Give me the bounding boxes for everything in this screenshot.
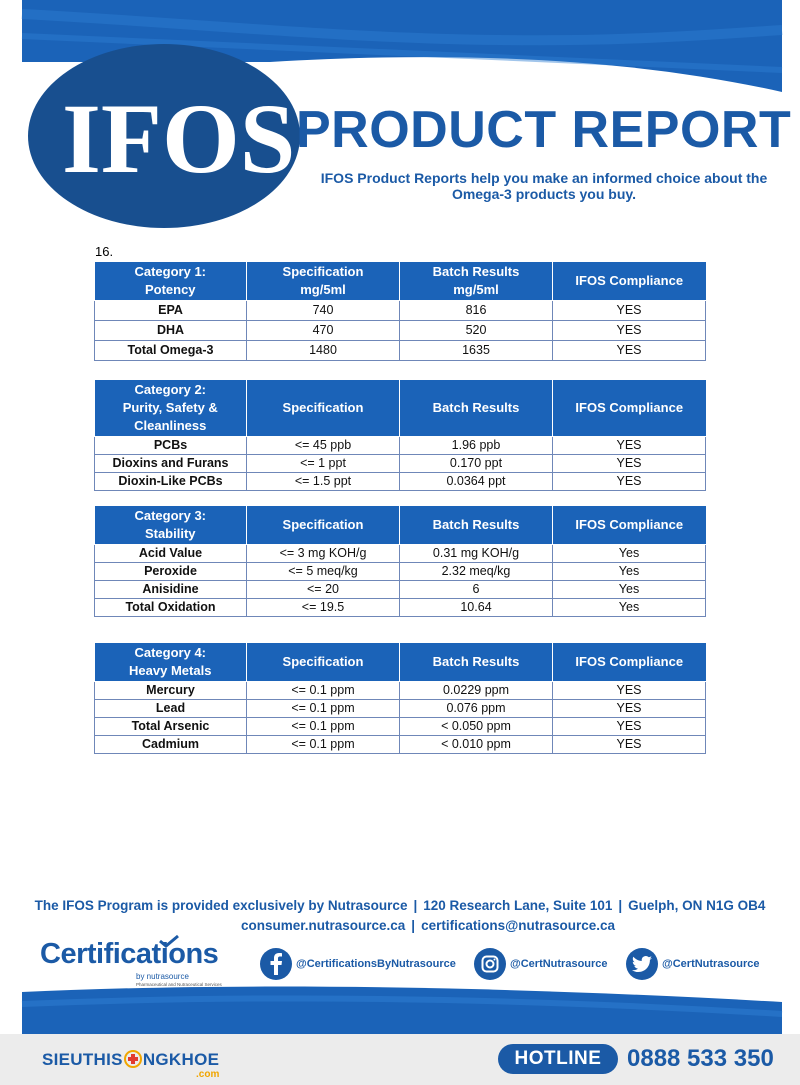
compliance-cell: Yes <box>553 580 706 598</box>
compliance-cell: Yes <box>553 562 706 580</box>
specification-cell: <= 20 <box>247 580 400 598</box>
specification-cell: 470 <box>247 320 400 340</box>
batch-result-cell: 6 <box>400 580 553 598</box>
certifications-logo <box>40 938 222 987</box>
specification-cell: <= 5 meq/kg <box>247 562 400 580</box>
batch-result-cell: 1.96 ppb <box>400 436 553 454</box>
tagline: IFOS Product Reports help you make an informed choice about the Omega-3 products you buy. <box>320 170 768 202</box>
cell-text: Batch Results <box>432 653 520 669</box>
cell-text: IFOS Compliance <box>575 272 684 288</box>
col-header-category <box>95 380 247 436</box>
checkmark-icon <box>158 934 180 948</box>
instagram-handle: @CertNutrasource <box>510 958 608 970</box>
row-label: EPA <box>95 300 247 320</box>
twitter-handle: @CertNutrasource <box>662 958 760 970</box>
page-title: PRODUCT REPORT <box>296 101 792 159</box>
table-row <box>95 544 706 562</box>
specification-cell: <= 3 mg KOH/g <box>247 544 400 562</box>
category-2-table <box>94 380 706 491</box>
footer-contact-line <box>0 918 800 933</box>
compliance-cell: YES <box>553 681 706 699</box>
col-header-specification <box>247 643 400 681</box>
batch-result-cell: 2.32 meq/kg <box>400 562 553 580</box>
specification-cell: <= 19.5 <box>247 598 400 616</box>
compliance-cell: YES <box>553 735 706 753</box>
row-label: PCBs <box>95 436 247 454</box>
website-link[interactable]: consumer.nutrasource.ca <box>240 918 406 933</box>
specification-cell: <= 0.1 ppm <box>247 717 400 735</box>
cell-text: Category 4: Heavy Metals <box>129 644 212 678</box>
table-row <box>95 717 706 735</box>
instagram-icon <box>474 948 506 980</box>
row-label: Peroxide <box>95 562 247 580</box>
col-header-specification <box>247 506 400 544</box>
ifos-logo-lettering: IFOS <box>62 83 296 194</box>
compliance-cell: YES <box>553 454 706 472</box>
row-label: Anisidine <box>95 580 247 598</box>
table-row <box>95 598 706 616</box>
compliance-cell: Yes <box>553 544 706 562</box>
cell-text: Specification <box>282 516 364 532</box>
compliance-cell: YES <box>553 320 706 340</box>
specification-cell: 740 <box>247 300 400 320</box>
cell-text: IFOS Compliance <box>575 653 684 669</box>
city-text: Guelph, ON N1G OB4 <box>628 898 766 913</box>
cell-text: IFOS Compliance <box>575 399 684 415</box>
email-link[interactable]: certifications@nutrasource.ca <box>421 918 616 933</box>
cell-text: Specification <box>282 399 364 415</box>
cert-sub-text: Pharmaceutical and Nutraceutical Services <box>136 982 222 987</box>
table-row <box>95 320 706 340</box>
cell-text: Batch Results <box>432 399 520 415</box>
batch-result-cell: 0.31 mg KOH/g <box>400 544 553 562</box>
col-header-compliance <box>553 380 706 436</box>
cert-brand-text: Certifications <box>40 938 219 970</box>
table-header-row <box>95 643 706 681</box>
specification-cell: <= 0.1 ppm <box>247 681 400 699</box>
ifos-logo <box>22 40 302 230</box>
specification-cell: <= 0.1 ppm <box>247 735 400 753</box>
row-label: DHA <box>95 320 247 340</box>
batch-result-cell: 0.170 ppt <box>400 454 553 472</box>
specification-cell: <= 1.5 ppt <box>247 472 400 490</box>
compliance-cell: YES <box>553 717 706 735</box>
col-header-batch-results <box>400 262 553 300</box>
separator: | <box>411 918 416 933</box>
cell-text: Specification <box>282 653 364 669</box>
twitter-link[interactable] <box>626 948 760 980</box>
table-row <box>95 454 706 472</box>
col-header-compliance <box>553 262 706 300</box>
batch-result-cell: 10.64 <box>400 598 553 616</box>
col-header-batch-results <box>400 506 553 544</box>
table-row <box>95 340 706 360</box>
col-header-specification <box>247 262 400 300</box>
specification-cell: <= 1 ppt <box>247 454 400 472</box>
instagram-link[interactable] <box>474 948 608 980</box>
col-header-category <box>95 643 247 681</box>
compliance-cell: YES <box>553 472 706 490</box>
separator: | <box>618 898 623 913</box>
table-row <box>95 562 706 580</box>
cell-text: Specification mg/5ml <box>282 263 364 297</box>
col-header-compliance <box>553 643 706 681</box>
batch-result-cell: < 0.050 ppm <box>400 717 553 735</box>
shop-name-suffix: NGKHOE <box>142 1050 220 1069</box>
facebook-handle: @CertificationsByNutrasource <box>296 958 456 970</box>
col-header-batch-results <box>400 643 553 681</box>
shop-logo[interactable] <box>42 1050 219 1070</box>
cell-text: IFOS Compliance <box>575 516 684 532</box>
cert-by-text: by nutrasource <box>136 972 189 981</box>
facebook-link[interactable] <box>260 948 456 980</box>
compliance-cell: YES <box>553 300 706 320</box>
batch-result-cell: 1635 <box>400 340 553 360</box>
table-row <box>95 436 706 454</box>
address-text: 120 Research Lane, Suite 101 <box>423 898 613 913</box>
row-label: Total Oxidation <box>95 598 247 616</box>
table-header-row <box>95 380 706 436</box>
col-header-batch-results <box>400 380 553 436</box>
category-1-table <box>94 262 706 361</box>
compliance-cell: YES <box>553 436 706 454</box>
hotline-badge[interactable]: HOTLINE <box>498 1044 618 1074</box>
batch-result-cell: 0.0364 ppt <box>400 472 553 490</box>
batch-result-cell: 816 <box>400 300 553 320</box>
col-header-category <box>95 262 247 300</box>
row-label: Cadmium <box>95 735 247 753</box>
category-3-table <box>94 506 706 617</box>
table-header-row <box>95 506 706 544</box>
table-row <box>95 580 706 598</box>
batch-result-cell: 520 <box>400 320 553 340</box>
facebook-icon <box>260 948 292 980</box>
batch-result-cell: 0.076 ppm <box>400 699 553 717</box>
batch-result-cell: 0.0229 ppm <box>400 681 553 699</box>
category-4-table <box>94 643 706 754</box>
cell-text: Category 1: Potency <box>134 263 207 297</box>
batch-result-cell: < 0.010 ppm <box>400 735 553 753</box>
table-row <box>95 681 706 699</box>
hotline-number[interactable]: 0888 533 350 <box>627 1045 774 1072</box>
row-label: Total Omega-3 <box>95 340 247 360</box>
table-header-row <box>95 262 706 300</box>
specification-cell: <= 0.1 ppm <box>247 699 400 717</box>
separator: | <box>413 898 418 913</box>
specification-cell: 1480 <box>247 340 400 360</box>
footer-wave-banner <box>0 982 800 1034</box>
program-text: The IFOS Program is provided exclusively by Nutrasource <box>34 898 408 913</box>
twitter-icon <box>626 948 658 980</box>
cell-text: Batch Results <box>432 516 520 532</box>
row-label: Lead <box>95 699 247 717</box>
cell-text: Category 2: Purity, Safety & Cleanliness <box>122 381 218 433</box>
compliance-cell: YES <box>553 699 706 717</box>
medical-cross-icon <box>124 1050 142 1068</box>
shop-name-prefix: SIEUTHIS <box>42 1050 123 1069</box>
row-label: Total Arsenic <box>95 717 247 735</box>
table-row <box>95 735 706 753</box>
compliance-cell: Yes <box>553 598 706 616</box>
footer-program-line <box>0 898 800 913</box>
row-label: Acid Value <box>95 544 247 562</box>
table-row <box>95 300 706 320</box>
table-row <box>95 472 706 490</box>
cell-text: Category 3: Stability <box>134 507 207 541</box>
specification-cell: <= 45 ppb <box>247 436 400 454</box>
report-number: 16. <box>95 244 114 259</box>
table-row <box>95 699 706 717</box>
cell-text: Batch Results mg/5ml <box>432 263 520 297</box>
row-label: Dioxins and Furans <box>95 454 247 472</box>
col-header-specification <box>247 380 400 436</box>
row-label: Dioxin-Like PCBs <box>95 472 247 490</box>
row-label: Mercury <box>95 681 247 699</box>
compliance-cell: YES <box>553 340 706 360</box>
col-header-compliance <box>553 506 706 544</box>
shop-domain: .com <box>196 1069 220 1080</box>
col-header-category <box>95 506 247 544</box>
